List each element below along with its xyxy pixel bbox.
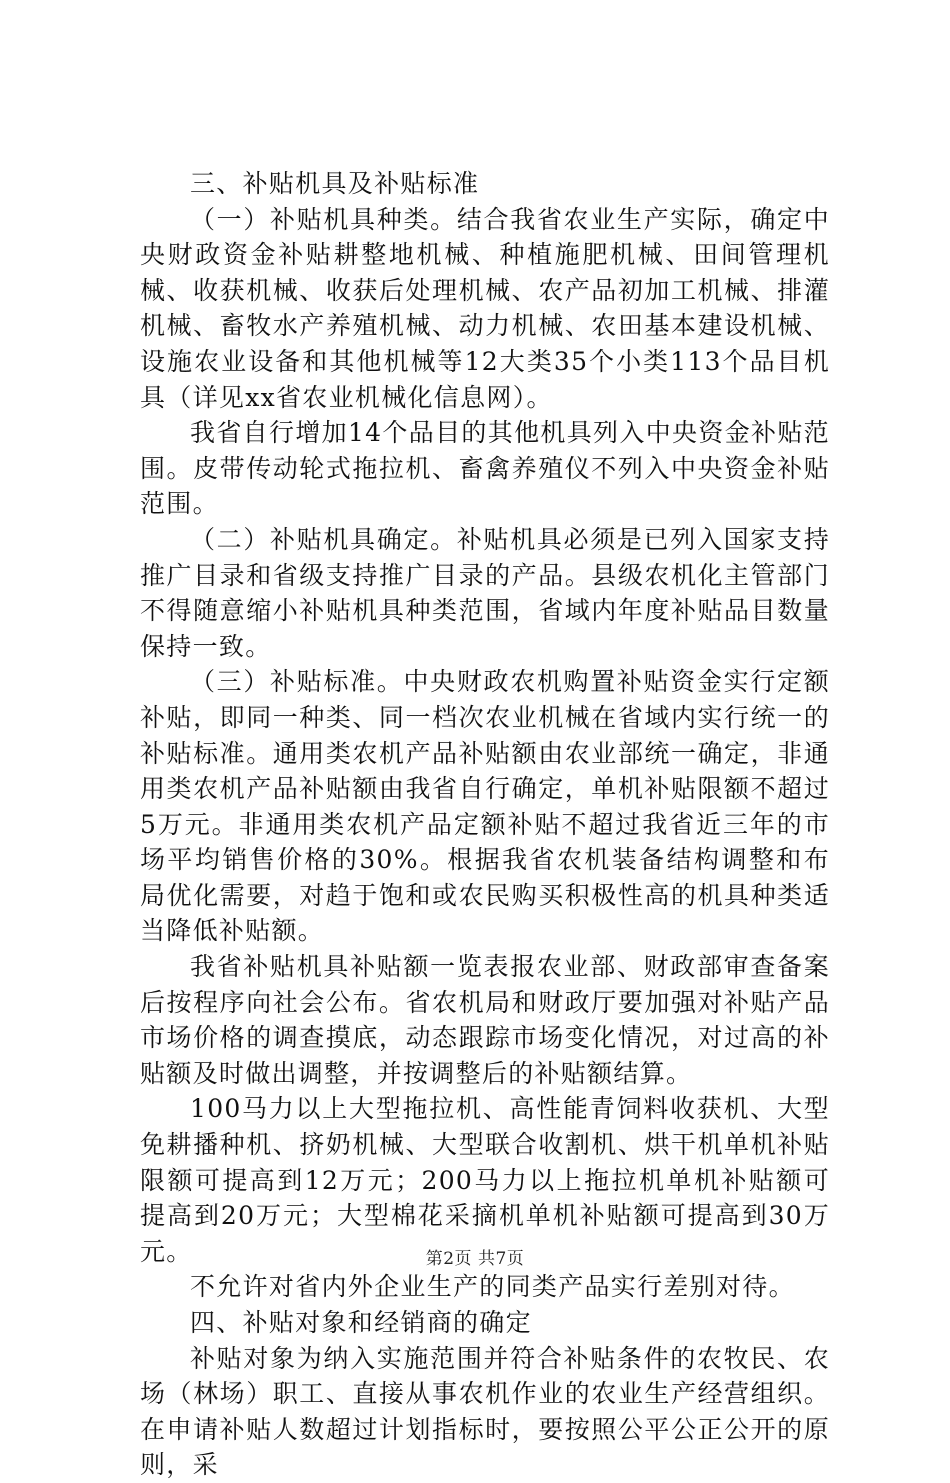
- paragraph-subsidy-recipients: 补贴对象为纳入实施范围并符合补贴条件的农牧民、农场（林场）职工、直接从事农机作业的农业生产经营组织。在申请补贴人数超过计划指标时，要按照公平公正公开的原则，采: [140, 1343, 830, 1480]
- section-heading-4: 四、补贴对象和经销商的确定: [190, 1308, 532, 1337]
- paragraph-machine-confirmation: （二）补贴机具确定。补贴机具必须是已列入国家支持推广目录和省级支持推广目录的产品。县级农机化主管部门不得随意缩小补贴机具种类范围，省域内年度补贴品目数量保持一致。: [140, 524, 830, 661]
- paragraph-large-machines: 100马力以上大型拖拉机、高性能青饲料收获机、大型免耕播种机、挤奶机械、大型联合收割机、烘干机单机补贴限额可提高到12万元；200马力以上拖拉机单机补贴额可提高到20万元；大型棉花采摘机单机补贴额可提高到30万元。: [140, 1094, 830, 1266]
- document-body: [140, 166, 830, 1483]
- paragraph-no-discrimination: 不允许对省内外企业生产的同类产品实行差别对待。: [190, 1272, 795, 1302]
- paragraph-added-items: 我省自行增加14个品目的其他机具列入中央资金补贴范围。皮带传动轮式拖拉机、畜禽养殖仪不列入中央资金补贴范围。: [140, 418, 830, 519]
- section-heading-3: 三、补贴机具及补贴标准: [190, 169, 480, 198]
- paragraph-machine-types: （一）补贴机具种类。结合我省农业生产实际，确定中央财政资金补贴耕整地机械、种植施肥机械、田间管理机械、收获机械、收获后处理机械、农产品初加工机械、排灌机械、畜牧水产养殖机械、动力机械、农田基本建设机械、设施农业设备和其他机械等12大类35个小类113个品目机具（详见xx省农业机械化信息网）。: [140, 204, 830, 412]
- page-number-footer: 第2页 共7页: [425, 1249, 525, 1269]
- paragraph-subsidy-list: 我省补贴机具补贴额一览表报农业部、财政部审查备案后按程序向社会公布。省农机局和财政厅要加强对补贴产品市场价格的调查摸底，动态跟踪市场变化情况，对过高的补贴额及时做出调整，并按调整后的补贴额结算。: [140, 952, 830, 1088]
- paragraph-subsidy-standard: （三）补贴标准。中央财政农机购置补贴资金实行定额补贴，即同一种类、同一档次农业机械在省域内实行统一的补贴标准。通用类农机产品补贴额由农业部统一确定，非通用类农机产品补贴额由我省自行确定，单机补贴限额不超过5万元。非通用类农机产品定额补贴不超过我省近三年的市场平均销售价格的30%。根据我省农机装备结构调整和布局优化需要，对趋于饱和或农民购买积极性高的机具种类适当降低补贴额。: [140, 667, 830, 946]
